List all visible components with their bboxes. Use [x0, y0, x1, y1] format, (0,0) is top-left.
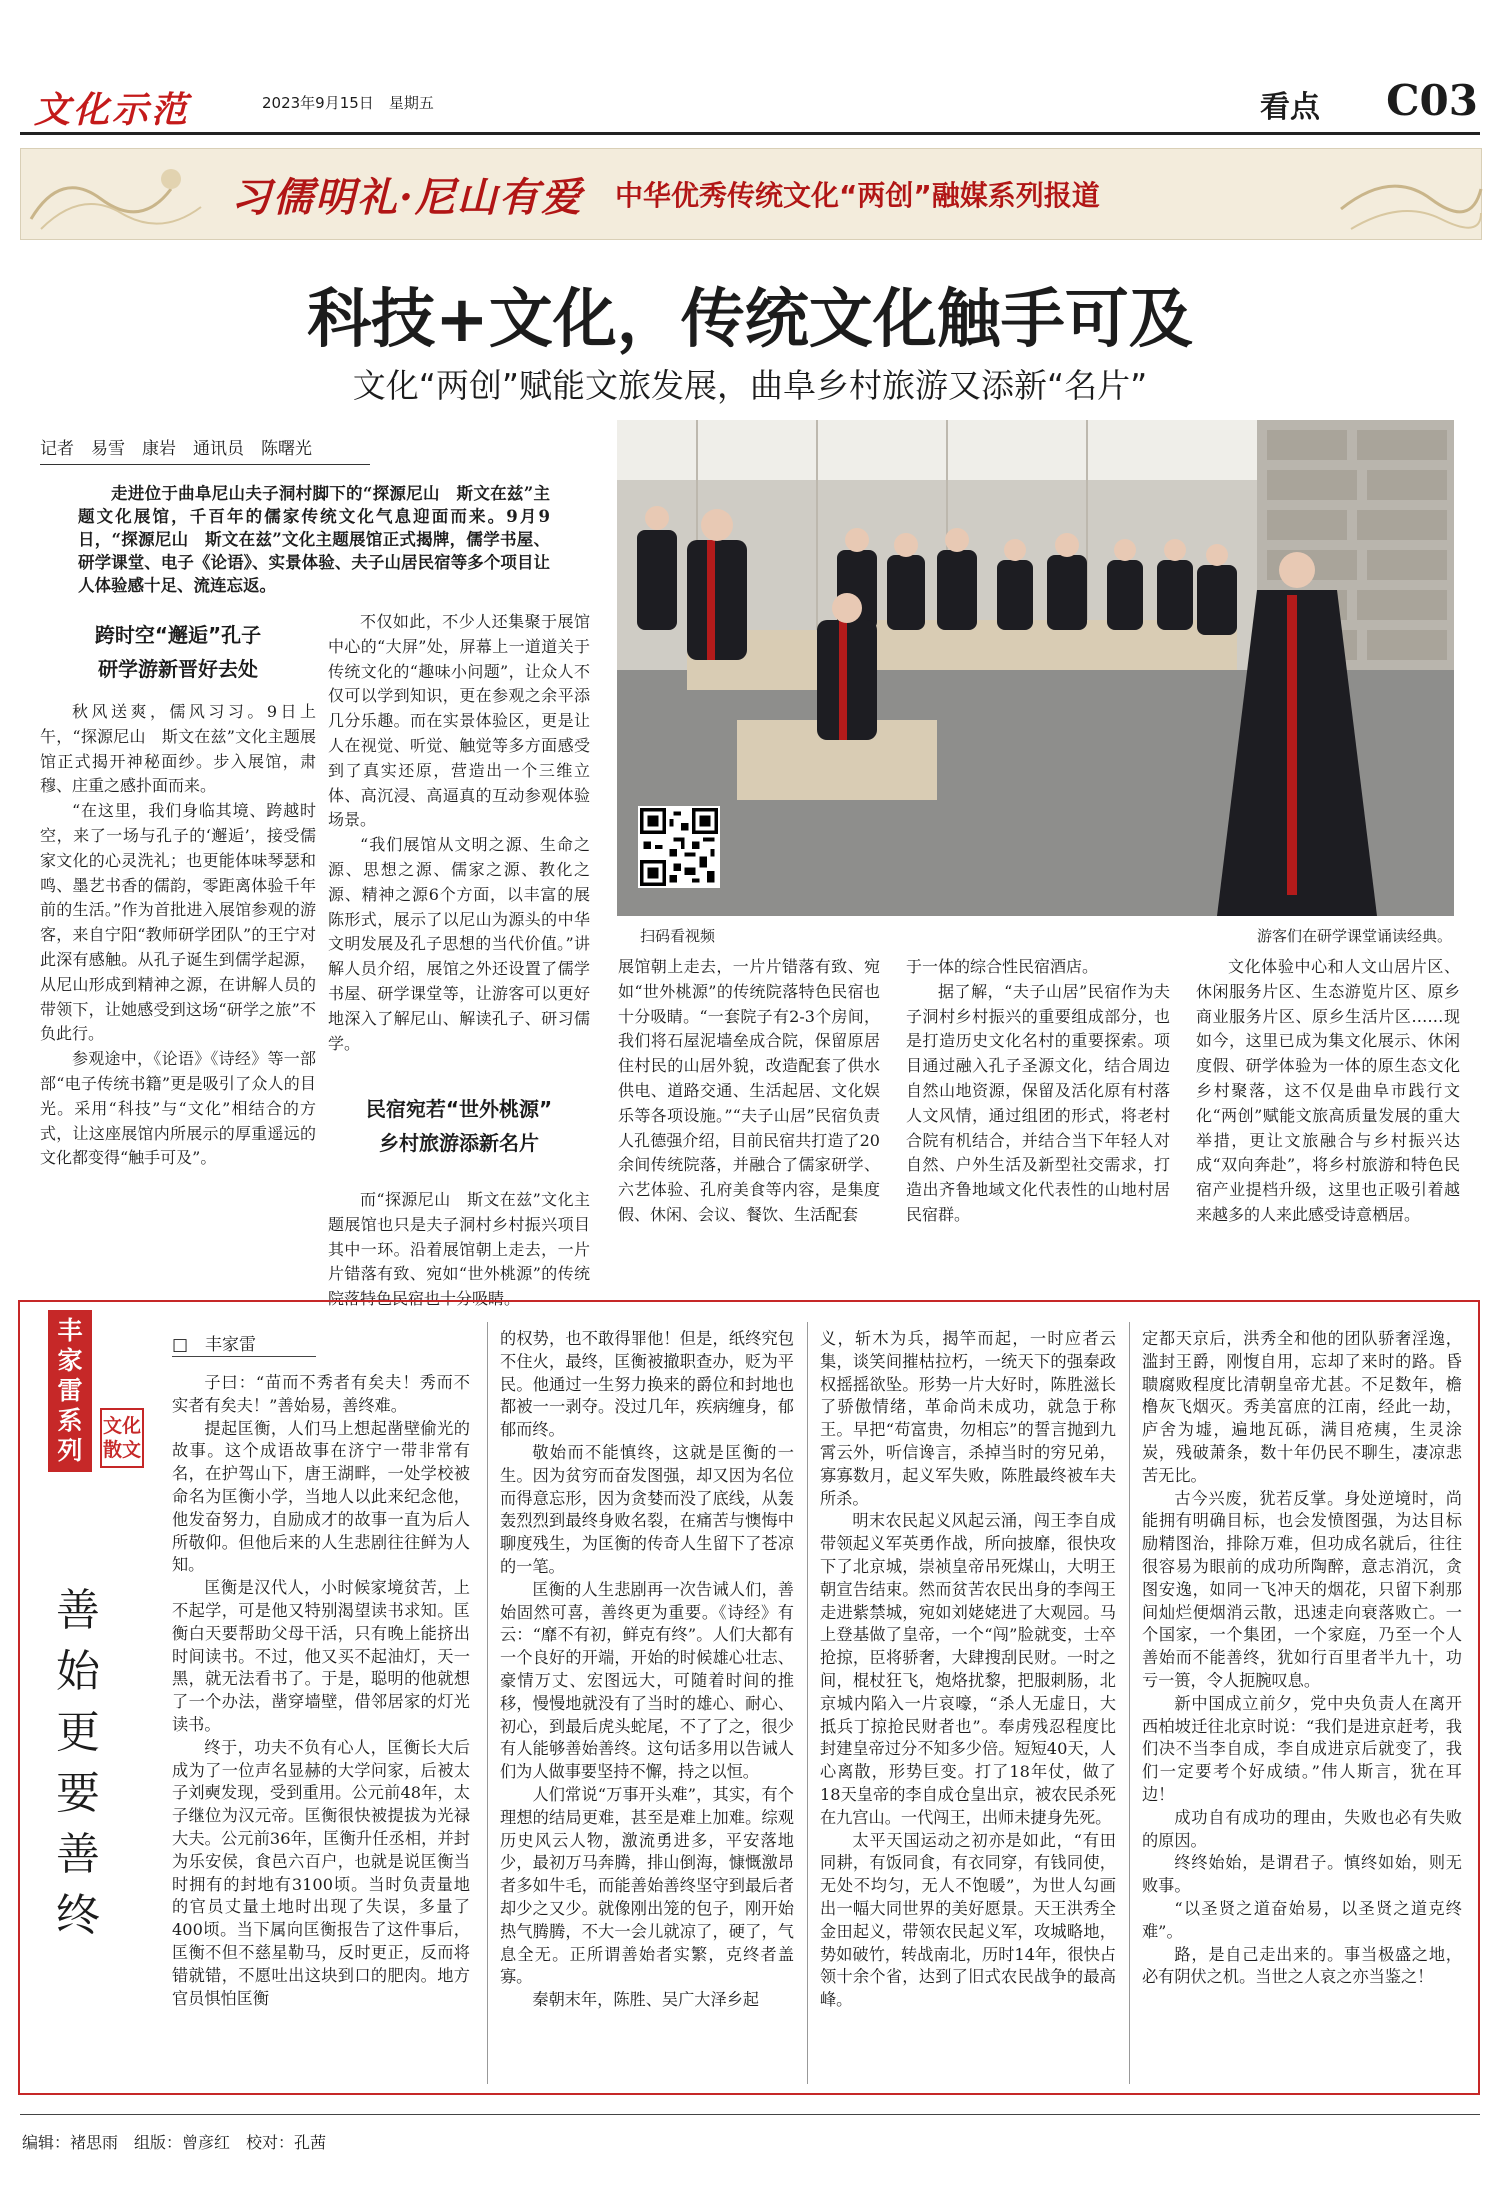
e4-p4: 成功自有成功的理由，失败也必有失败的原因。	[1142, 1807, 1462, 1850]
date-text: 2023年9月15日	[262, 94, 374, 112]
essay-author: □ 丰家雷	[172, 1335, 257, 1355]
e3-p3: 太平天国运动之初亦是如此，“有田同耕，有饭同食，有衣同穿，有钱同使，无处不均匀，无人不饱暖”，为世人勾画出一幅大同世界的美好愿景。天王洪秀全金田起义，带领农民起义军，攻城略地，势如破竹，转战南北，历时14年，很快占领十余个省，达到了旧式农民战争的最高峰。	[820, 1830, 1116, 2010]
series-label: 丰家雷系列	[48, 1310, 92, 1472]
masthead-rule	[20, 132, 1480, 135]
article-col-5	[1196, 955, 1460, 1265]
footer-rule	[20, 2114, 1480, 2115]
essay-title: 善始更要善终	[56, 1585, 100, 1941]
section-name: 看点	[1260, 90, 1320, 125]
e2-p3: 匡衡的人生悲剧再一次告诫人们，善始固然可喜，善终更为重要。《诗经》有云：“靡不有初，鲜克有终”。人们大都有一个良好的开端，开始的时候雄心壮志、豪情万丈、宏图远大，可随着时间的推移，慢慢地就没有了当时的雄心、耐心、初心，到最后虎头蛇尾，不了了之，很少有人能够善始善终。这句话多用以告诫人们为人做事要坚持不懈，持之以恒。	[500, 1579, 794, 1782]
e4-p7: 路，是自己走出来的。事当极盛之地，必有阴伏之机。当世之人哀之亦当鉴之！	[1142, 1944, 1462, 1987]
banner-ornament-right	[1341, 149, 1481, 241]
subhead-2: 民宿宛若“世外桃源” 乡村旅游添新名片	[365, 1097, 553, 1155]
series-banner	[20, 148, 1482, 240]
lede-paragraph: 走进位于曲阜尼山夫子洞村脚下的“探源尼山 斯文在兹”主题文化展馆，千百年的儒家传统文化气息迎面而来。9月9日，“探源尼山 斯文在兹”文化主题展馆正式揭牌，儒学书屋、研学课堂、电子《论语》、实景体验、夫子山居民宿等多个项目让人体验感十足、流连忘返。	[78, 484, 550, 595]
e3-p2: 明末农民起义风起云涌，闯王李自成带领起义军英勇作战，所向披靡，很快攻下了北京城，崇祯皇帝吊死煤山，大明王朝宣告结束。然而贫苦农民出身的李闯王走进紫禁城，宛如刘姥姥进了大观园。马上登基做了皇帝，一个“闯”脸就变，士卒抢掠，臣将骄奢，大肆搜刮民财。一时之间，棍杖狂飞，炮烙扰黎，把服刺肠，北京城内陷入一片哀嚎，“杀人无虚日，大抵兵丁掠抢民财者也”。奉虏残忍程度比封建皇帝过分不知多少倍。短短40天，人心离散，形势巨变。打了18年仗，做了18天皇帝的李自成仓皇出京，被农民杀死在九宫山。一代闯王，出师未捷身先死。	[820, 1511, 1116, 1827]
e4-p2: 古今兴废，犹若反掌。身处逆境时，尚能拥有明确目标，也会发愤图强，为达目标励精图治，排除万难，但功成名就后，往往很容易为眼前的成功所陶醉，意志消沉，贪图安逸，如同一飞冲天的烟花，只留下刹那间灿烂便烟消云散，迅速走向衰落败亡。一个国家，一个集团，一个家庭，乃至一个人善始而不能善终，犹如行百里者半九十，功亏一篑，令人扼腕叹息。	[1142, 1488, 1462, 1690]
footer-credits: 编辑：褚思雨 组版：曾彦红 校对：孔茜	[22, 2133, 327, 2152]
col5-p1: 文化体验中心和人文山居片区、休闲服务片区、生态游览片区、原乡商业服务片区、原乡生活片区……现如今，这里已成为集文化展示、休闲度假、研学体验为一体的原生态文化乡村聚落，这不仅是曲阜市践行文化“两创”赋能文旅高质量发展的重大举措，更让文旅融合与乡村振兴达成“双向奔赴”，将乡村旅游和特色民宿产业提档升级，这里也正吸引着越来越多的人来此感受诗意栖居。	[1196, 957, 1460, 1224]
e2-p5: 秦朝末年，陈胜、吴广大泽乡起	[532, 1990, 760, 2010]
e2-p2: 敬始而不能慎终，这就是匡衡的一生。因为贫穷而奋发图强，却又因为名位而得意忘形，因为贪婪而没了底线，从轰轰烈烈到最终身败名裂，在痛苦与懊悔中聊度残生，为匡衡的传奇人生留下了苍凉的一笔。	[500, 1442, 794, 1576]
e2-p1: 的权势，也不敢得罪他！但是，纸终究包不住火，最终，匡衡被撤职查办，贬为平民。他通过一生努力换来的爵位和封地也都被一一剥夺。没过几年，疾病缠身，郁郁而终。	[500, 1329, 794, 1440]
weekday-text: 星期五	[388, 94, 434, 112]
col2-p1: 不仅如此，不少人还集聚于展馆中心的“大屏”处，屏幕上一道道关于传统文化的“趣味小问题”，让众人不仅可以学到知识，更在参观之余平添几分乐趣。而在实景体验区，更是让人在视觉、听觉、触觉等多方面感受到了真实还原，营造出一个三维立体、高沉浸、高逼真的互动参观体验场景。	[328, 612, 590, 830]
col2-p2: “我们展馆从文明之源、生命之源、思想之源、儒家之源、教化之源、精神之源6个方面，以丰富的展陈形式，展示了以尼山为源头的中华文明发展及孔子思想的当代价值。”讲解人员介绍，展馆之外还设置了儒学书屋、研学课堂等，让游客可以更好地深入了解尼山、解读孔子、研习儒学。	[328, 835, 590, 1053]
essay-col-3	[820, 1328, 1116, 2082]
photo-caption: 游客们在研学课堂诵读经典。	[1256, 927, 1452, 945]
byline-rule	[40, 464, 370, 465]
col1-p3: 参观途中，《论语》《诗经》等一部部“电子传统书籍”更是吸引了众人的目光。采用“科技”与“文化”相结合的方式，让这座展馆内所展示的厚重遥远的文化都变得“触手可及”。	[40, 1049, 316, 1168]
masthead-brand: 文化示范	[34, 90, 191, 131]
genre-label: 文化散文	[100, 1408, 144, 1468]
banner-calligraphy: 习儒明礼·尼山有爱	[231, 173, 583, 221]
col4-p2: 据了解，“夫子山居”民宿作为夫子洞村乡村振兴的重要组成部分，也是打造历史文化名村的重要探索。项目通过融入孔子圣源文化，结合周边自然山地资源，保留及活化原有村落人文风情，通过组团的形式，将老村合院有机结合，并结合当下年轻人对自然、户外生活及新型社交需求，打造出齐鲁地域文化代表性的山地村居民宿群。	[906, 981, 1170, 1224]
col3-p1: 展馆朝上走去，一片片错落有致、宛如“世外桃源”的传统院落特色民宿也十分吸睛。“一套院子有2-3个房间，我们将石屋泥墙垒成合院，保留原居住村民的山居外貌，改造配套了供水供电、道路交通、生活起居、文化娱乐等各项设施。”“夫子山居”民宿负责人孔德强介绍，目前民宿共打造了20余间传统院落，并融合了儒家研学、六艺体验、孔府美食等内容，是集度假、休闲、会议、餐饮、生活配套	[618, 957, 880, 1224]
headline: 科技+文化，传统文化触手可及	[307, 283, 1193, 357]
essay-divider-2	[807, 1322, 808, 2084]
article-col-1	[40, 700, 316, 1260]
banner-series-title: 中华优秀传统文化“两创”融媒系列报道	[614, 179, 1100, 212]
col4-p1: 于一体的综合性民宿酒店。	[906, 957, 1099, 976]
essay-col-1	[172, 1372, 470, 2082]
essay-col-2	[500, 1328, 794, 2082]
essay-col-4	[1142, 1328, 1462, 2082]
col1-p2: “在这里，我们身临其境、跨越时空，来了一场与孔子的‘邂逅’，接受儒家文化的心灵洗礼；也更能体味琴瑟和鸣、墨艺书香的儒韵，零距离体验千年前的生活。”作为首批进入展馆参观的游客，来自宁阳“教师研学团队”的王宁对此深有感触。从孔子诞生到儒学起源，从尼山形成到精神之源，在讲解人员的带领下，让她感受到这场“研学之旅”不负此行。	[40, 801, 316, 1044]
e4-p5: 终终始始，是谓君子。慎终如始，则无败事。	[1142, 1853, 1462, 1896]
qr-label: 扫码看视频	[640, 927, 716, 945]
photo-illustration	[617, 420, 1454, 916]
article-col-2b	[328, 1188, 590, 1309]
e2-p4: 人们常说“万事开头难”，其实，有个理想的结局更难，甚至是难上加难。综观历史风云人物，激流勇进多，平安落地少，最初万马奔腾，排山倒海，慷慨激昂者多如牛毛，而能善始善终坚守到最后者却少之又少。就像刚出笼的包子，刚开始热气腾腾，不大一会儿就凉了，硬了，气息全无。正所谓善始者实繁，克终者盖寡。	[500, 1784, 794, 1987]
e1-p3: 匡衡是汉代人，小时候家境贫苦，上不起学，可是他又特别渴望读书求知。匡衡白天要帮助父母干活，只有晚上能挤出时间读书。不过，他又买不起油灯，天一黑，就无法看书了。于是，聪明的他就想了一个办法，凿穿墙壁，借邻居家的灯光读书。	[172, 1578, 470, 1734]
banner-ornament	[21, 149, 211, 241]
subheadline: 文化“两创”赋能文旅发展，曲阜乡村旅游又添新“名片”	[352, 366, 1148, 405]
photo-study-classroom	[617, 420, 1454, 916]
e1-p1: 子曰：“苗而不秀者有矣夫！秀而不实者有矣夫！”善始易，善终难。	[172, 1373, 470, 1415]
e4-p3: 新中国成立前夕，党中央负责人在离开西柏坡迁往北京时说：“我们是进京赶考，我们决不当李自成，李自成进京后就变了，我们一定要考个好成绩。”伟人斯言，犹在耳边！	[1142, 1693, 1462, 1804]
essay-divider-3	[1129, 1322, 1130, 2084]
masthead-date	[262, 92, 434, 113]
byline: 记者 易雪 康岩 通讯员 陈曙光	[40, 439, 312, 459]
page-number: C03	[1386, 76, 1478, 125]
e1-p4: 终于，功夫不负有心人，匡衡长大后成为了一位声名显赫的大学问家，后被太子刘奭发现，受到重用。公元前48年，太子继位为汉元帝。匡衡很快被提拔为光禄大夫。公元前36年，匡衡升任丞相，并封为乐安侯，食邑六百户，也就是说匡衡当时拥有的封地有3100顷。当时负责量地的官员丈量土地时出现了失误，多量了400顷。当下属向匡衡报告了这件事后，匡衡不但不慈星勒马，反时更正，反而将错就错，不愿吐出这块到口的肥肉。地方官员惧怕匡衡	[172, 1737, 470, 2008]
essay-divider-1	[487, 1322, 488, 2084]
col1-p1: 秋风送爽，儒风习习。9日上午，“探源尼山 斯文在兹”文化主题展馆正式揭开神秘面纱。步入展馆，肃穆、庄重之感扑面而来。	[40, 702, 316, 796]
subhead-1: 跨时空“邂逅”孔子 研学游新晋好去处	[94, 623, 262, 681]
e1-p2: 提起匡衡，人们马上想起凿壁偷光的故事。这个成语故事在济宁一带非常有名，在护驾山下，唐王湖畔，一处学校被命名为匡衡小学，当地人以此来纪念他，他发奋努力，自励成才的故事一直为后人所敬仰。但他后来的人生悲剧往往鲜为人知。	[172, 1418, 470, 1575]
col2b-p1: 而“探源尼山 斯文在兹”文化主题展馆也只是夫子洞村乡村振兴项目其中一环。沿着展馆朝上走去，一片片错落有致、宛如“世外桃源”的传统院落特色民宿也十分吸睛。	[328, 1190, 590, 1309]
author-rule	[172, 1356, 316, 1357]
qr-code[interactable]	[638, 806, 720, 888]
e4-p1: 定都天京后，洪秀全和他的团队骄奢淫逸，滥封王爵，刚愎自用，忘却了来时的路。昏聩腐败程度比清朝皇帝尤甚。不足数年，檐橹灰飞烟灭。秀美富庶的江南，经此一劫，庐舍为墟，遍地瓦砾，满目疮痍，生灵涂炭，残破萧条，数十年仍民不聊生，凄凉悲苦无比。	[1142, 1329, 1462, 1485]
article-col-3	[618, 955, 880, 1265]
e3-p1: 义，斩木为兵，揭竿而起，一时应者云集，谈笑间摧枯拉朽，一统天下的强秦政权摇摇欲坠。形势一片大好时，陈胜滋长了骄傲情绪，革命尚未成功，就急于称王。早把“苟富贵，勿相忘”的誓言抛到九霄云外，听信谗言，杀掉当时的穷兄弟，寡寡数月，起义军失败，陈胜最终被车夫所杀。	[820, 1329, 1116, 1508]
article-col-4	[906, 955, 1170, 1265]
qr-code-icon	[640, 808, 718, 886]
e4-p6: “以圣贤之道奋始易，以圣贤之道克终难”。	[1142, 1898, 1462, 1941]
article-col-2	[328, 610, 590, 1085]
